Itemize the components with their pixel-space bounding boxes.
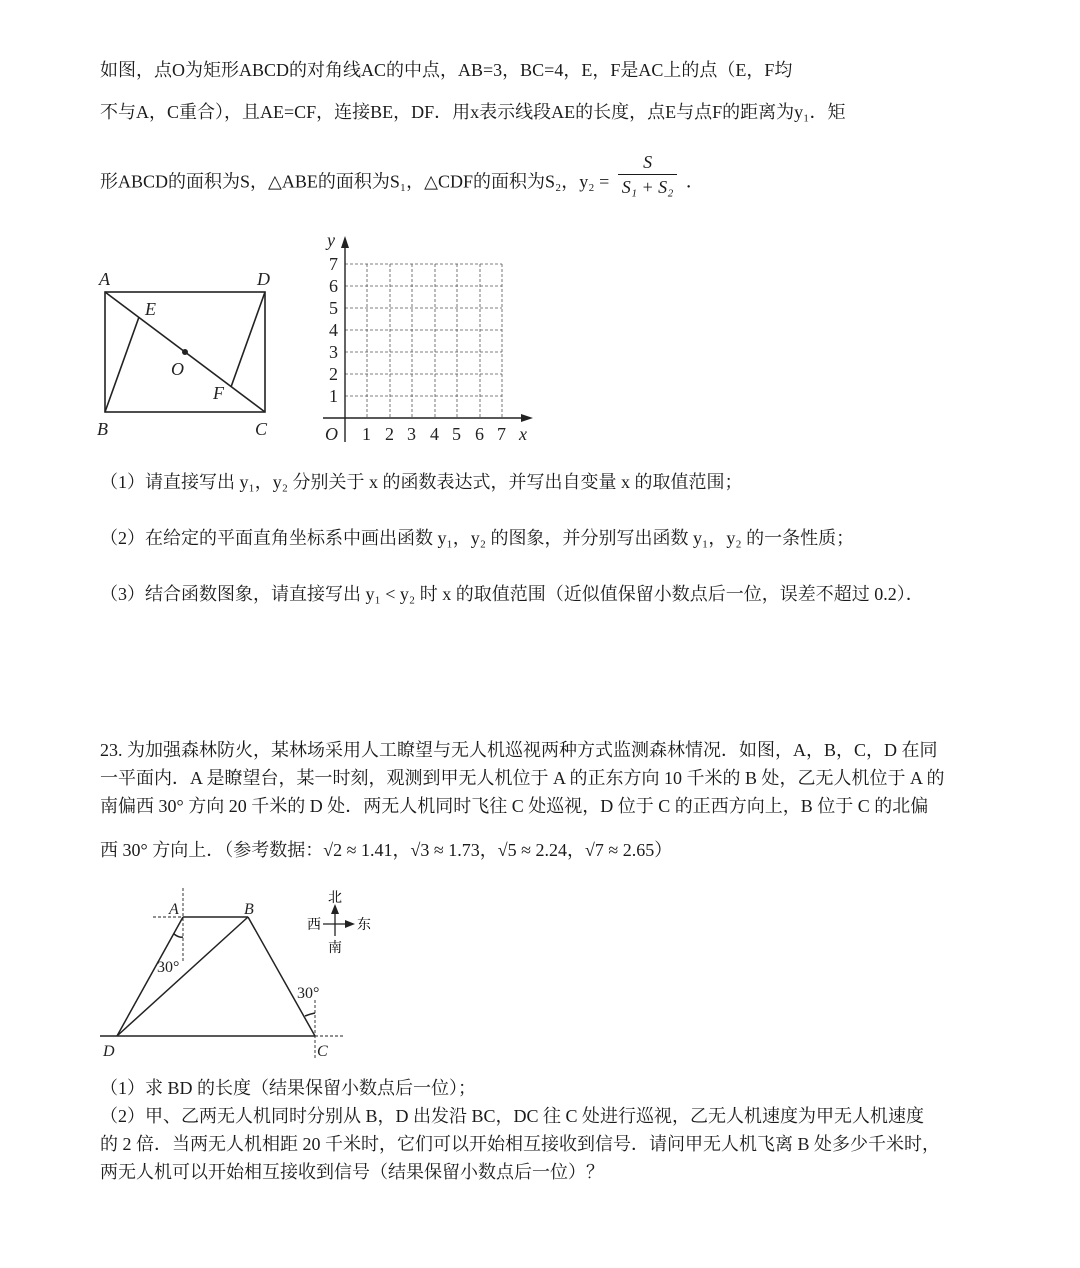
q23-line-3: 南偏西 30° 方向 20 千米的 D 处．两无人机同时飞往 C 处巡视，D 位于 C 的正西方向上，B 位于 C 的北偏 xyxy=(100,796,929,816)
compass-north: 北 xyxy=(328,891,342,906)
q22-line-3-prefix: 形ABCD的面积为S，△ABE的面积为S₁，△CDF的面积为S₂，y₂ = xyxy=(100,171,610,192)
label-O: O xyxy=(171,359,184,379)
q22-line-3-suffix: ． xyxy=(685,171,704,192)
label-B: B xyxy=(244,901,254,918)
q22-line-2: 不与A，C重合），且AE=CF，连接BE，DF．用x表示线段AE的长度，点E与点F的距离为y₁．矩 xyxy=(100,102,846,122)
label-F: F xyxy=(213,383,224,403)
compass-west: 西 xyxy=(307,918,321,933)
y2-fraction xyxy=(618,150,678,199)
x-axis-arrow-icon xyxy=(521,414,533,422)
y-tick-6: 6 xyxy=(329,276,338,296)
x-tick-6: 6 xyxy=(475,424,484,444)
origin-label: O xyxy=(325,424,338,444)
label-E: E xyxy=(145,299,156,319)
q23-part-2-line-2: 的 2 倍．当两无人机相距 20 千米时，它们可以开始相互接收到信号．请问甲无人机飞离 B 处多少千米时， xyxy=(100,1134,941,1154)
q22-part-1: （1）请直接写出 y₁，y₂ 分别关于 x 的函数表达式，并写出自变量 x 的取值范围； xyxy=(100,472,743,492)
y-tick-2: 2 xyxy=(329,364,338,384)
q22-part-3: （3）结合函数图象，请直接写出 y₁ < y₂ 时 x 的取值范围（近似值保留小数点后一位，误差不超过 0.2）． xyxy=(100,584,924,604)
fraction-denominator: S₁ + S₂ xyxy=(621,177,674,197)
label-B: B xyxy=(97,419,108,439)
q23-part-2-line-1: （2）甲、乙两无人机同时分别从 B，D 出发沿 BC，DC 往 C 处进行巡视，乙无人机速度为甲无人机速度 xyxy=(100,1106,925,1126)
q23-line-2: 一平面内．A 是瞭望台，某一时刻，观测到甲无人机位于 A 的正东方向 10 千米的 B 处，乙无人机位于 A 的 xyxy=(100,768,945,788)
x-tick-5: 5 xyxy=(452,424,461,444)
x-tick-7: 7 xyxy=(497,424,506,444)
coordinate-grid xyxy=(315,230,540,450)
x-tick-1: 1 xyxy=(362,424,371,444)
x-tick-4: 4 xyxy=(430,424,439,444)
y-axis-arrow-icon xyxy=(341,236,349,248)
compass-south: 南 xyxy=(328,941,342,956)
label-A: A xyxy=(169,901,179,918)
x-tick-2: 2 xyxy=(385,424,394,444)
y-tick-4: 4 xyxy=(329,320,338,340)
rectangle-figure xyxy=(95,265,285,445)
drone-figure xyxy=(95,880,395,1060)
label-D: D xyxy=(257,269,270,289)
compass-icon xyxy=(307,890,371,956)
y-axis-label: y xyxy=(327,230,335,250)
y-tick-3: 3 xyxy=(329,342,338,362)
q23-part-1: （1）求 BD 的长度（结果保留小数点后一位）； xyxy=(100,1078,477,1098)
label-D: D xyxy=(103,1043,115,1060)
label-C: C xyxy=(317,1043,328,1060)
q23-part-2-line-3: 两无人机可以开始相互接收到信号（结果保留小数点后一位）？ xyxy=(100,1162,604,1182)
y-tick-5: 5 xyxy=(329,298,338,318)
q22-line-3 xyxy=(100,152,704,199)
y-tick-7: 7 xyxy=(329,254,338,274)
x-axis-label: x xyxy=(519,424,527,444)
label-C: C xyxy=(255,419,268,439)
x-tick-3: 3 xyxy=(407,424,416,444)
y-tick-1: 1 xyxy=(329,386,338,406)
label-A: A xyxy=(99,269,110,289)
q23-line-1: 23. 为加强森林防火，某林场采用人工瞭望与无人机巡视两种方式监测森林情况．如图，A，B，C，D 在同 xyxy=(100,740,938,760)
angle-A-label: 30° xyxy=(157,959,180,976)
compass-east: 东 xyxy=(357,918,371,933)
q23-line-4: 西 30° 方向上．（参考数据：√2 ≈ 1.41，√3 ≈ 1.73，√5 ≈ 2.24，√7 ≈ 2.65） xyxy=(100,840,673,860)
angle-C-label: 30° xyxy=(297,985,320,1002)
q22-line-1: 如图，点O为矩形ABCD的对角线AC的中点，AB=3，BC=4，E，F是AC上的点（E，F均 xyxy=(100,60,793,80)
q22-part-2: （2）在给定的平面直角坐标系中画出函数 y₁，y₂ 的图象，并分别写出函数 y₁，y₂ 的一条性质； xyxy=(100,528,855,548)
fraction-numerator: S xyxy=(618,150,678,175)
